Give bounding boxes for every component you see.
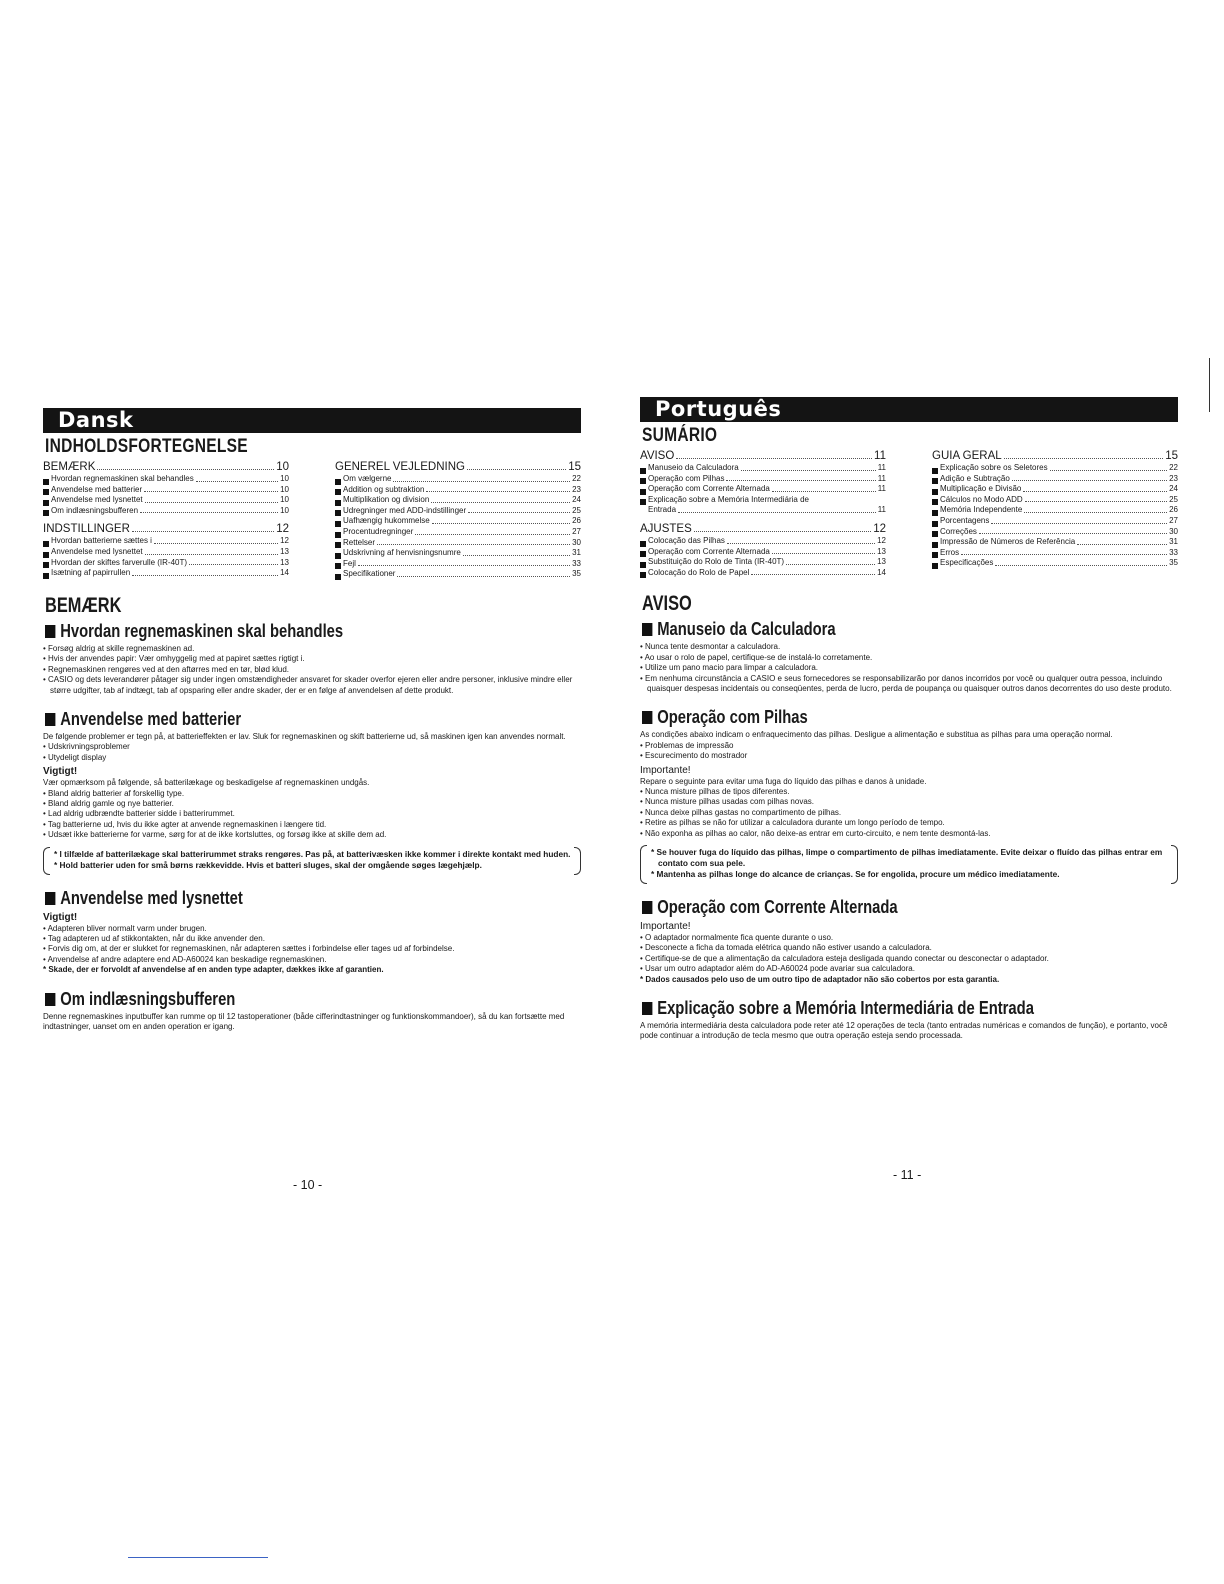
toc-item [335,516,581,527]
toc-item [43,547,289,558]
dot-leader [772,553,875,554]
bullet-item: • O adaptador normalmente fica quente durante o uso. [640,933,834,943]
toc-label: Memória Independente [940,505,1023,515]
toc-item [335,538,581,549]
toc-item [640,547,886,558]
warning-item: * Hold batterier uden for små børns rækkevidde. Hvis et batteri sluges, skal der omgående søges lægehjælp. [54,859,482,870]
bullet-item: • Forsøg aldrig at skille regnemaskinen ad. [43,643,195,653]
square-bullet-icon [642,711,652,724]
toc-label: Cálculos no Modo ADD [940,494,1023,504]
important-label: Importante! [640,764,691,776]
toc-label: Anvendelse med lysnettet [51,495,143,505]
toc-label: Addition og subtraktion [343,484,425,494]
subsection-body [640,921,1178,985]
square-bullet-icon [335,489,341,495]
section-title: AVISO [642,592,692,616]
toc-item [932,484,1178,495]
dot-leader [358,565,570,566]
toc-label: Isætning af papirrullen [51,568,131,578]
bullet-item: • Lad aldrig udbrændte batterier sidde i batterirummet. [43,809,235,819]
toc-label: Multiplikation og division [343,495,430,505]
dot-leader [97,469,274,470]
dot-leader [1025,501,1167,502]
toc-item [335,485,581,496]
toc-label: Hvordan batterierne sættes i [51,536,152,546]
square-bullet-icon [640,541,646,547]
square-bullet-icon [932,489,938,495]
toc-column-left [640,450,886,578]
toc-page-number: 15 [568,461,581,473]
square-bullet-icon [335,500,341,506]
toc-label: Om vælgerne [343,474,392,483]
toc-label: Explicação sobre a Memória Intermediária de [648,494,809,504]
dot-leader [751,574,875,575]
square-bullet-icon [43,573,49,579]
toc-heading [640,450,886,463]
toc-page-number: 27 [572,526,581,536]
dot-leader [144,491,278,492]
warning-item: * I tilfælde af batterilækage skal batterirummet straks rengøres. Pas på, at batterivæsken ikke kommer i direkte kontakt med huden. [54,848,571,859]
subsection-title: Hvordan regnemaskinen skal behandles [45,620,474,642]
square-bullet-icon [932,563,938,569]
toc-page-number: 25 [572,505,581,515]
toc-label: Adição e Subtração [940,473,1010,483]
subsection-title: Operação com Pilhas [642,706,1071,728]
toc-page-number: 11 [877,463,886,472]
bullet-item: • Regnemaskinen rengøres ved at den aftørres med en tør, blød klud. [43,664,290,674]
square-bullet-icon [932,531,938,537]
toc-item [640,484,886,495]
toc-item [932,527,1178,538]
dot-leader [432,523,570,524]
toc-label: Entrada [648,505,677,515]
toc-label: GUIA GERAL [932,450,1002,462]
square-bullet-icon [335,542,341,548]
dot-leader [991,523,1167,524]
toc-label: AJUSTES [640,522,692,535]
square-bullet-icon [335,574,341,580]
dot-leader [961,554,1167,555]
important-label: Vigtigt! [43,911,78,923]
bullet-item: • Udsæt ikke batterierne for varme, sørg for at de ikke kortsluttes, og forsøg ikke at skille dem ad. [43,830,387,840]
toc-page-number: 13 [280,557,289,567]
toc-label: Anvendelse med lysnettet [51,546,143,556]
toc-label: Uafhængig hukommelse [343,516,430,526]
dot-leader [1050,470,1167,471]
bullet-item: • Usar um outro adaptador além do AD-A60024 pode avariar sua calculadora. [640,964,915,974]
dot-leader [154,543,278,544]
toc-label: Explicação sobre os Seletores [940,463,1048,472]
dot-leader [772,491,876,492]
toc-label: Operação com Corrente Alternada [648,546,770,556]
toc-page-number: 33 [1169,547,1178,557]
square-bullet-icon [335,563,341,569]
dot-leader [1077,544,1167,545]
square-bullet-icon [640,562,646,568]
toc-item [335,527,581,538]
subsection-body [43,1012,581,1033]
subsection-title: Manuseio da Calculadora [642,618,1071,640]
toc-column-right [932,450,1178,578]
toc-item [43,474,289,485]
paragraph: A memória intermediária desta calculadora pode reter até 12 operações de tecla (tanto entradas numéricas e comandos de função), e portanto, você pode continuar a introdução de tecla mesmo que outra operação esteja sendo processada. [640,1021,1168,1041]
dot-leader [140,512,278,513]
language-banner: Português [640,397,1178,422]
toc-item [640,474,886,485]
dot-leader [189,564,278,565]
scan-artifact-line [128,1557,268,1558]
toc-label: GENEREL VEJLEDNING [335,461,465,473]
toc-label: Operação com Pilhas [648,473,725,483]
toc-page-number: 11 [877,473,886,483]
toc-heading [335,461,581,474]
warning-box [640,845,1178,884]
table-of-contents [43,461,581,580]
toc-item [335,474,581,485]
toc-page-number: 33 [572,558,581,568]
table-of-contents [640,450,1178,578]
square-bullet-icon [640,551,646,557]
dot-leader [727,543,875,544]
square-bullet-icon [640,499,646,505]
toc-page-number: 22 [1169,463,1178,472]
bullet-item: • Certifique-se de que a alimentação da calculadora esteja desligada quando conectar ou desconectar o adaptador. [640,953,1049,963]
toc-label: Multiplicação e Divisão [940,484,1022,494]
toc-label: Correções [940,526,977,536]
square-bullet-icon [43,500,49,506]
bullet-item: • Escurecimento do mostrador [640,751,748,761]
bullet-item: • Bland aldrig batterier af forskellig type. [43,788,185,798]
bullet-item: • Utydeligt display [43,752,107,762]
subsection-body [43,912,581,976]
square-bullet-icon [640,478,646,484]
dot-leader [726,480,875,481]
page-dansk [43,408,581,1032]
toc-label: Manuseio da Calculadora [648,463,739,472]
square-bullet-icon [932,510,938,516]
toc-item-continued [640,505,886,516]
bullet-item: • Anvendelse af andre adaptere end AD-A60024 kan beskadige regnemaskinen. [43,954,327,964]
square-bullet-icon [335,532,341,538]
toc-item [43,568,289,579]
toc-page-number: 30 [572,537,581,547]
dot-leader [741,470,876,471]
bullet-item: • Problemas de impressão [640,740,734,750]
toc-item [335,506,581,517]
paragraph: Repare o seguinte para evitar uma fuga do líquido das pilhas e danos à unidade. [640,776,927,786]
toc-page-number: 10 [276,461,289,473]
toc-label: Om indlæsningsbufferen [51,505,139,515]
dot-leader [145,554,278,555]
toc-page-number: 13 [877,546,886,556]
subsection-body [640,1021,1178,1042]
toc-page-number: 11 [877,484,886,494]
toc-label: Udregninger med ADD-indstillinger [343,505,467,515]
toc-item [640,557,886,568]
important-label: Vigtigt! [43,766,78,778]
dot-leader [377,544,570,545]
paragraph: Denne regnemaskines inputbuffer kan rumme op til 12 tastoperationer (både cifferindtastninger og funktionskommandoer), så du kan fortsætte med indtastninger, uanset om en anden operation er igang. [43,1011,565,1032]
toc-page-number: 14 [280,568,289,578]
square-bullet-icon [43,541,49,547]
square-bullet-icon [932,468,938,474]
toc-label: Hvordan regnemaskinen skal behandles [51,474,194,483]
paragraph: De følgende problemer er tegn på, at batterieffekten er lav. Sluk for regnemaskinen og skift batterierne ud, så maskinen igen kan anvendes normalt. [43,731,566,741]
bullet-item: * Skade, der er forvoldt af anvendelse af en anden type adapter, dækkes ikke af garantien. [43,965,384,975]
square-bullet-icon [335,521,341,527]
toc-item [335,548,581,559]
dot-leader [467,469,566,470]
toc-label: Rettelser [343,537,376,547]
toc-page-number: 35 [572,569,581,579]
paragraph: As condições abaixo indicam o enfraquecimento das pilhas. Desligue a alimentação e substitua as pilhas para uma operação normal. [640,730,1113,740]
section-title: BEMÆRK [45,593,122,617]
bullet-item: • Adapteren bliver normalt varm under brugen. [43,923,207,933]
bullet-item: • Tag batterierne ud, hvis du ikke agter at anvende regnemaskinen i længere tid. [43,819,327,829]
bullet-item: • Hvis der anvendes papir: Vær omhyggelig med at papiret sættes rigtigt i. [43,654,305,664]
toc-item [335,495,581,506]
warning-item: * Se houver fuga do líquido das pilhas, limpe o compartimento de pilhas imediatamente. Evite deixar o fluído das pilhas entrar em contato com sua pele. [651,847,1163,869]
dot-leader [1012,480,1167,481]
square-bullet-icon [43,489,49,495]
toc-item [640,495,886,506]
dot-leader [786,564,875,565]
toc-label: Specifikationer [343,569,396,579]
square-bullet-icon [45,892,55,905]
dot-leader [676,458,872,459]
toc-label: Fejl [343,558,356,568]
toc-label: Procentudregninger [343,526,414,536]
square-bullet-icon [640,489,646,495]
subsection-title: Anvendelse med lysnettet [45,887,474,909]
paragraph: Vær opmærksom på følgende, så batterilækage og beskadigelse af regnemaskinen undgås. [43,778,370,788]
bullet-item: • Tag adapteren ud af stikkontakten, når du ikke anvender den. [43,934,265,944]
toc-title: SUMÁRIO [642,425,718,446]
toc-label: Impressão de Números de Referência [940,537,1076,547]
toc-column-left [43,461,289,580]
toc-column-right [335,461,581,580]
square-bullet-icon [45,993,55,1006]
dot-leader [426,491,570,492]
toc-page-number: 26 [1169,505,1178,515]
subsection-body [43,732,581,841]
bullet-item: * Dados causados pelo uso de um outro tipo de adaptador não são cobertos por esta garantia. [640,974,1000,984]
bullet-item: • Nunca deixe pilhas gastas no compartimento de pilhas. [640,807,842,817]
toc-item [640,568,886,579]
bullet-item: • Nunca misture pilhas de tipos diferentes. [640,787,790,796]
dot-leader [415,534,570,535]
toc-label: BEMÆRK [43,461,96,473]
bullet-item: • Forvis dig om, at der er slukket for regnemaskinen, når adapteren sættes i forbindelse eller tages ud af forbindelse. [43,944,455,954]
bullet-item: • Nunca tente desmontar a calculadora. [640,642,781,652]
toc-item [932,548,1178,559]
toc-item [640,536,886,547]
toc-page-number: 27 [1169,515,1178,525]
page-portugues [640,397,1178,1042]
square-bullet-icon [932,542,938,548]
toc-label: Colocação das Pilhas [648,535,725,545]
toc-item [43,506,289,517]
toc-label: Erros [940,547,960,557]
toc-page-number: 25 [1169,494,1178,504]
toc-page-number: 10 [280,495,289,505]
toc-page-number: 15 [1165,450,1178,462]
toc-page-number: 12 [877,535,886,545]
dot-leader [468,512,570,513]
subsection-title: Operação com Corrente Alternada [642,896,1071,918]
toc-item [932,474,1178,485]
toc-page-number: 11 [874,450,886,462]
square-bullet-icon [932,552,938,558]
warning-box [43,847,581,875]
toc-page-number: 10 [280,505,289,515]
square-bullet-icon [43,562,49,568]
square-bullet-icon [640,572,646,578]
toc-page-number: 13 [877,557,886,567]
toc-page-number: 10 [280,484,289,494]
square-bullet-icon [335,479,341,485]
bullet-item: • CASIO og dets leverandører påtager sig under ingen omstændigheder ansvaret for skader overfor ejeren eller andre personer, inklusive mindre eller større udgifter, tab af indtægt, tab af opsparing eller andre skader, der er en følge af anvendelsen af dette produkt. [43,675,573,695]
toc-item [932,505,1178,516]
toc-label: Colocação do Rolo de Papel [648,567,750,577]
dot-leader [393,481,570,482]
dot-leader [132,531,274,532]
toc-title: INDHOLDSFORTEGNELSE [45,436,248,457]
bullet-item: • Nunca misture pilhas usadas com pilhas novas. [640,797,814,807]
dot-leader [979,533,1167,534]
subsection-body [640,642,1178,694]
toc-label: AVISO [640,450,675,462]
toc-page-number: 26 [572,516,581,526]
toc-label: Porcentagens [940,515,990,525]
square-bullet-icon [335,553,341,559]
subsection-body [640,730,1178,839]
subsection-title: Om indlæsningsbufferen [45,988,474,1010]
bullet-item: • Desconecte a ficha da tomada elétrica quando não estiver usando a calculadora. [640,943,932,953]
toc-page-number: 13 [280,546,289,556]
bullet-item: • Em nenhuma circunstância a CASIO e seus fornecedores se responsabilizarão por danos incorridos por você ou qualquer outra pessoa, incluindo quaisquer despesas incidentais ou conseqüentes, perda de lucro, perda de poupança ou quaisquer outros danos decorrentes do uso deste produto. [640,673,1172,693]
square-bullet-icon [932,499,938,505]
toc-page-number: 12 [276,523,289,536]
toc-item [43,495,289,506]
bullet-item: • Utilize um pano macio para limpar a calculadora. [640,663,818,673]
toc-page-number: 10 [280,474,289,483]
dot-leader [196,481,278,482]
toc-label: Anvendelse med batterier [51,484,143,494]
dot-leader [678,512,876,513]
toc-page-number: 23 [1169,473,1178,483]
page-number: - 10 - [293,1178,323,1192]
toc-item [932,516,1178,527]
toc-item [932,558,1178,569]
toc-page-number: 23 [572,484,581,494]
toc-label: Hvordan der skiftes farverulle (IR-40T) [51,557,188,567]
toc-heading [43,523,289,536]
subsection-title: Explicação sobre a Memória Intermediária de Entrada [642,997,1071,1019]
toc-page-number: 24 [572,495,581,505]
bullet-item: • Udskrivningsproblemer [43,742,130,752]
toc-item [335,559,581,570]
dot-leader [397,576,570,577]
square-bullet-icon [642,1002,652,1015]
toc-heading [932,450,1178,463]
square-bullet-icon [43,510,49,516]
toc-heading [640,523,886,536]
square-bullet-icon [45,713,55,726]
toc-item [932,537,1178,548]
toc-page-number: 30 [1169,526,1178,536]
toc-label: Udskrivning af henvisningsnumre [343,548,461,558]
toc-label: Operação com Corrente Alternada [648,484,770,494]
square-bullet-icon [640,468,646,474]
dot-leader [694,531,871,532]
bullet-item: • Ao usar o rolo de papel, certifique-se de instalá-lo corretamente. [640,652,873,662]
toc-label: Substituição do Rolo de Tinta (IR-40T) [648,557,785,567]
toc-item [932,463,1178,474]
toc-page-number: 31 [1169,537,1178,547]
bullet-item: • Bland aldrig gamle og nye batterier. [43,799,174,808]
square-bullet-icon [43,552,49,558]
dot-leader [463,555,570,556]
page-number: - 11 - [893,1168,922,1182]
language-banner: Dansk [43,408,581,433]
square-bullet-icon [335,510,341,516]
dot-leader [1024,512,1167,513]
toc-page-number: 24 [1169,484,1178,494]
scan-edge-line [1209,358,1210,412]
square-bullet-icon [932,521,938,527]
toc-item [43,558,289,569]
toc-label: INDSTILLINGER [43,523,130,536]
square-bullet-icon [43,479,49,485]
toc-page-number: 12 [873,522,886,535]
dot-leader [431,502,570,503]
square-bullet-icon [642,623,652,636]
subsection-body [43,644,581,696]
square-bullet-icon [45,625,55,638]
subsection-title: Anvendelse med batterier [45,708,474,730]
toc-page-number: 11 [877,505,886,515]
toc-page-number: 14 [877,567,886,577]
toc-page-number: 31 [572,548,581,558]
important-label: Importante! [640,921,691,933]
dot-leader [1023,491,1167,492]
toc-item [932,495,1178,506]
dot-leader [132,575,278,576]
dot-leader [1004,458,1164,459]
toc-page-number: 12 [280,536,289,546]
warning-item: * Mantenha as pilhas longe do alcance de crianças. Se for engolida, procure um médico imediatamente. [651,869,1060,880]
dot-leader [995,565,1167,566]
toc-page-number: 22 [572,474,581,483]
toc-item [335,569,581,580]
toc-item [43,485,289,496]
toc-item [640,463,886,474]
bullet-item: • Retire as pilhas se não for utilizar a calculadora durante um longo período de tempo. [640,818,945,828]
square-bullet-icon [932,478,938,484]
dot-leader [145,502,278,503]
bullet-item: • Não exponha as pilhas ao calor, não deixe-as entrar em curto-circuito, e nem tente desmontá-las. [640,828,991,838]
toc-label: Especificações [940,558,994,568]
toc-page-number: 35 [1169,558,1178,568]
toc-heading [43,461,289,474]
square-bullet-icon [642,901,652,914]
toc-item [43,536,289,547]
